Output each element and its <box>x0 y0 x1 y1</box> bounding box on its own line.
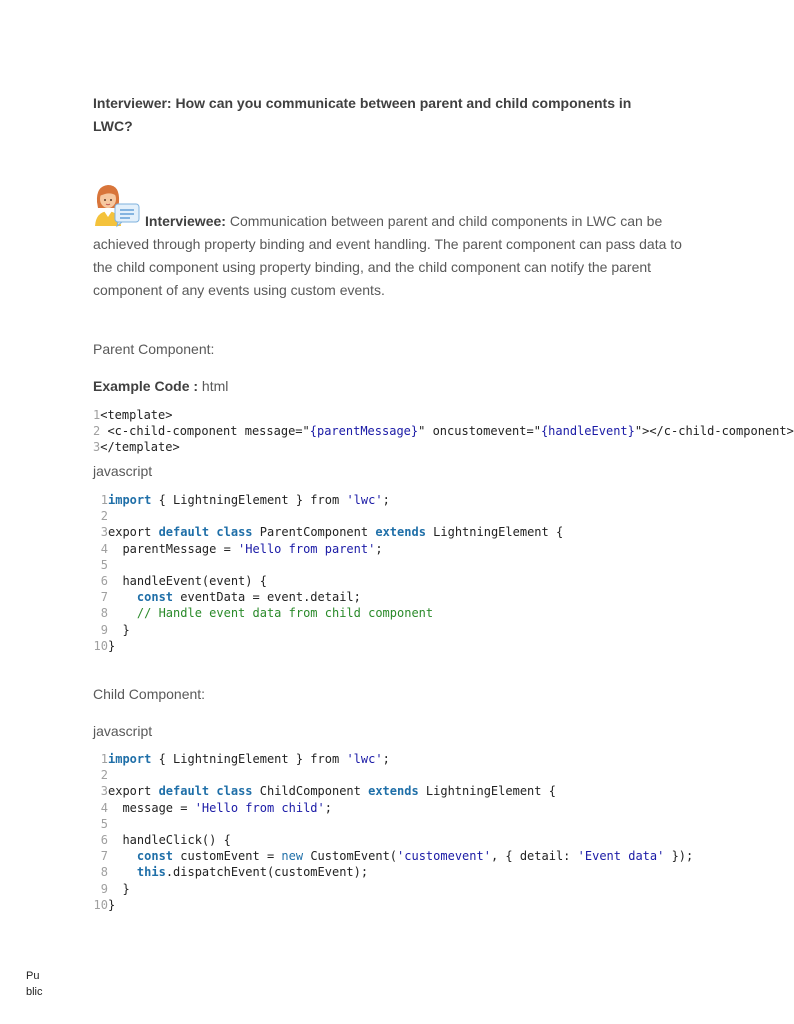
code-line <box>93 524 563 540</box>
code-token <box>108 849 137 863</box>
code-token: handleEvent(event) { <box>108 573 267 588</box>
code-token <box>108 590 137 604</box>
code-token: .dispatchEvent(customEvent); <box>165 865 369 880</box>
code-line <box>93 783 693 799</box>
line-number: 4 <box>100 541 108 556</box>
footer-classification <box>26 968 43 1000</box>
answer-label: Interviewee: <box>145 213 226 229</box>
line-number: 6 <box>100 573 108 588</box>
line-number: 7 <box>100 590 108 605</box>
code-token: LightningElement { <box>425 525 564 540</box>
code-token: 'customevent' <box>397 849 491 864</box>
code-token: parentMessage = <box>108 541 239 556</box>
code-line <box>93 638 563 654</box>
code-token: ParentComponent <box>252 525 376 540</box>
code-token: LightningElement { <box>418 784 556 799</box>
code-token: extends <box>375 525 426 540</box>
code-token: ; <box>382 752 390 766</box>
line-number: 2 <box>100 768 108 783</box>
code-token: default <box>158 525 210 540</box>
code-line <box>93 541 563 557</box>
example-code-lang: html <box>198 378 229 394</box>
line-number: 3 <box>100 784 108 799</box>
line-number: 3 <box>93 440 101 455</box>
code-token: {parentMessage} <box>309 424 419 439</box>
line-number: 4 <box>100 800 108 815</box>
code-token: } <box>108 638 116 653</box>
example-code-label: Example Code : <box>93 378 199 394</box>
line-number: 10 <box>93 897 108 912</box>
code-token: 'lwc' <box>346 752 383 766</box>
code-token: { LightningElement } from <box>151 752 347 766</box>
code-line <box>93 557 563 573</box>
line-number: 8 <box>100 865 108 880</box>
code-line <box>93 832 693 848</box>
line-number: 5 <box>100 557 108 572</box>
code-line <box>93 881 693 897</box>
footer-line-2: blic <box>26 986 43 998</box>
code-token: </template> <box>100 440 180 455</box>
code-token: eventData = event.detail; <box>173 590 361 605</box>
code-line <box>93 605 563 621</box>
code-token: class <box>216 784 253 799</box>
code-line <box>93 848 693 864</box>
code-token: , { detail: <box>490 849 578 864</box>
child-component-heading: Child Component: <box>93 686 206 702</box>
code-line <box>93 589 563 605</box>
code-token: ; <box>375 541 383 556</box>
code-token: export <box>108 784 159 799</box>
line-number: 7 <box>100 849 108 864</box>
code-token: customEvent = <box>173 849 282 864</box>
code-token: } <box>108 622 130 637</box>
footer-line-1: Pu <box>26 970 40 982</box>
code-token: ChildComponent <box>252 784 369 799</box>
code-token: ; <box>382 493 390 507</box>
code-token: default <box>158 784 210 799</box>
line-number: 3 <box>100 525 108 540</box>
question-text: Interviewer: How can you communicate between parent and child components in LWC? <box>93 95 632 134</box>
code-line <box>93 816 693 832</box>
code-token: CustomEvent( <box>303 849 398 864</box>
line-number: 1 <box>93 408 101 422</box>
code-token: extends <box>368 784 419 799</box>
code-token: {handleEvent} <box>540 424 635 439</box>
code-token: export <box>108 525 159 540</box>
child-js-code-block <box>93 751 693 913</box>
line-number: 10 <box>93 638 108 653</box>
code-line <box>93 897 693 913</box>
code-line <box>93 751 693 767</box>
code-line <box>93 407 794 423</box>
code-token: import <box>108 493 152 507</box>
code-token: class <box>216 525 253 540</box>
code-token: 'Hello from child' <box>194 800 325 815</box>
code-line <box>93 800 693 816</box>
code-token: { LightningElement } from <box>151 493 347 507</box>
code-line <box>93 622 563 638</box>
line-number: 8 <box>100 606 108 621</box>
code-token: 'Hello from parent' <box>238 541 376 556</box>
code-token: this <box>136 865 166 880</box>
code-line <box>93 767 693 783</box>
parent-component-heading: Parent Component: <box>93 341 215 357</box>
code-token: import <box>108 752 152 766</box>
html-code-block <box>93 407 794 456</box>
code-token: new <box>281 849 304 864</box>
code-token: const <box>136 849 174 864</box>
code-token: } <box>108 881 130 896</box>
line-number: 5 <box>100 816 108 831</box>
line-number: 9 <box>100 622 108 637</box>
code-token: <c-child-component message=" <box>100 424 310 439</box>
line-number: 2 <box>100 509 108 524</box>
code-token: ; <box>324 800 332 815</box>
line-number: 9 <box>100 881 108 896</box>
line-number: 1 <box>100 752 108 766</box>
example-code-heading <box>93 377 228 395</box>
parent-js-code-block <box>93 492 563 654</box>
line-number: 6 <box>100 832 108 847</box>
code-line <box>93 492 563 508</box>
code-token: handleClick() { <box>108 832 231 847</box>
code-token: const <box>136 590 174 605</box>
code-token <box>108 865 137 879</box>
code-line <box>93 573 563 589</box>
code-token: 'lwc' <box>346 493 383 507</box>
code-token <box>108 606 137 620</box>
code-token: }); <box>664 849 694 864</box>
answer-paragraph <box>93 210 683 302</box>
javascript-label-parent: javascript <box>93 463 153 479</box>
code-token: " oncustomevent=" <box>418 424 541 439</box>
answer-text: Communication between parent and child components in LWC can be achieved through property binding and event handling. The parent component can pass data to the child component using property binding, and the child component can notify the parent component of any events using custom events. <box>93 213 682 298</box>
line-number: 1 <box>100 493 108 507</box>
code-token: // Handle event data from child component <box>136 606 434 621</box>
code-line <box>93 423 794 439</box>
javascript-label-child: javascript <box>93 723 153 739</box>
code-line <box>93 439 794 455</box>
code-token: "></c-child-component> <box>634 424 794 439</box>
line-number: 2 <box>93 424 101 439</box>
code-line <box>93 864 693 880</box>
code-line <box>93 508 563 524</box>
code-token: <template> <box>100 408 173 422</box>
code-token: } <box>108 897 116 912</box>
code-token: 'Event data' <box>577 849 665 864</box>
code-token: message = <box>108 800 195 815</box>
